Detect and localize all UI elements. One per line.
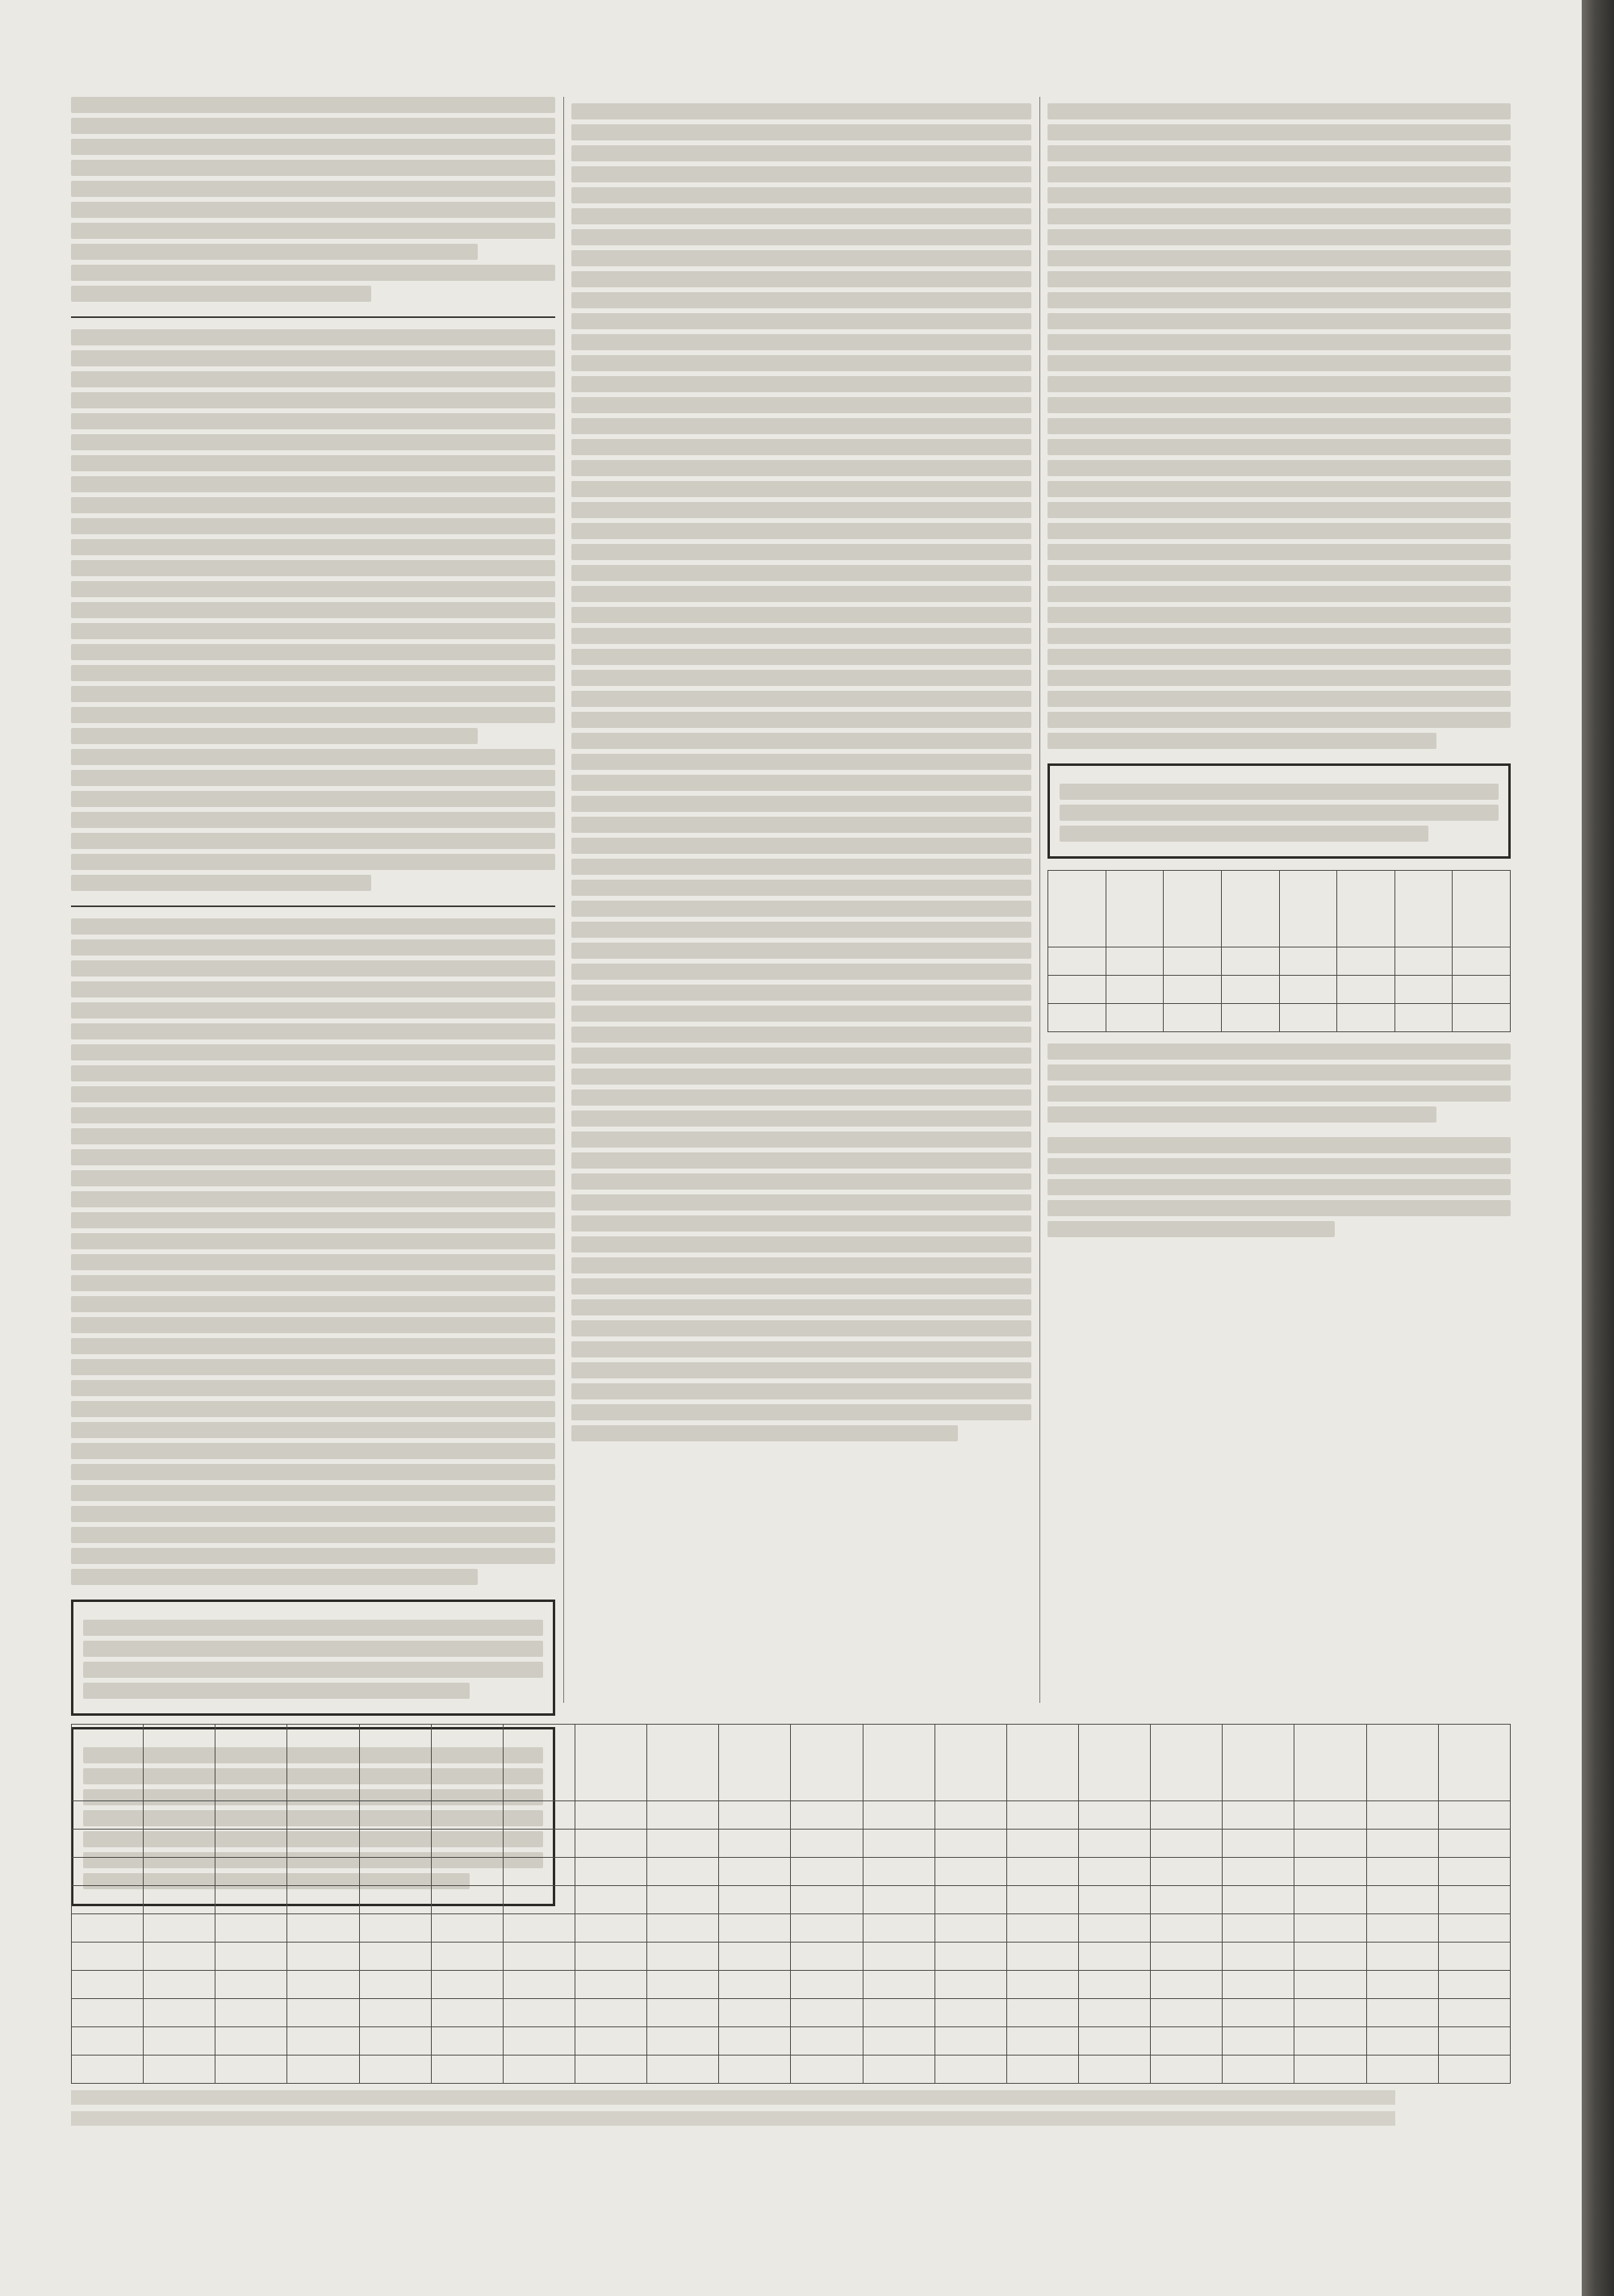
produce-market-report	[71, 97, 555, 302]
responsible-editors	[1047, 1137, 1511, 1237]
column-divider	[563, 97, 564, 1703]
bank-ad	[71, 1600, 555, 1716]
divider	[71, 905, 555, 907]
bourse-article	[71, 918, 555, 1585]
population-statistics	[71, 1716, 1511, 2134]
column-divider	[1039, 97, 1040, 1703]
boarding-school-ad	[1047, 763, 1511, 859]
catholic-notices	[1047, 103, 1511, 749]
right-column	[1047, 97, 1511, 1703]
church-notices	[571, 103, 1031, 1441]
statistics-footnote	[71, 2111, 1395, 2126]
middle-column	[571, 97, 1031, 1703]
book-binding-edge	[1582, 0, 1614, 2296]
weather-table	[1047, 870, 1511, 1032]
water-level-report	[1047, 1043, 1511, 1123]
left-column	[71, 97, 555, 1703]
divider	[71, 316, 555, 318]
statistics-table	[71, 1724, 1511, 2084]
statistics-footnote	[71, 2090, 1395, 2105]
trade-article	[71, 329, 555, 891]
